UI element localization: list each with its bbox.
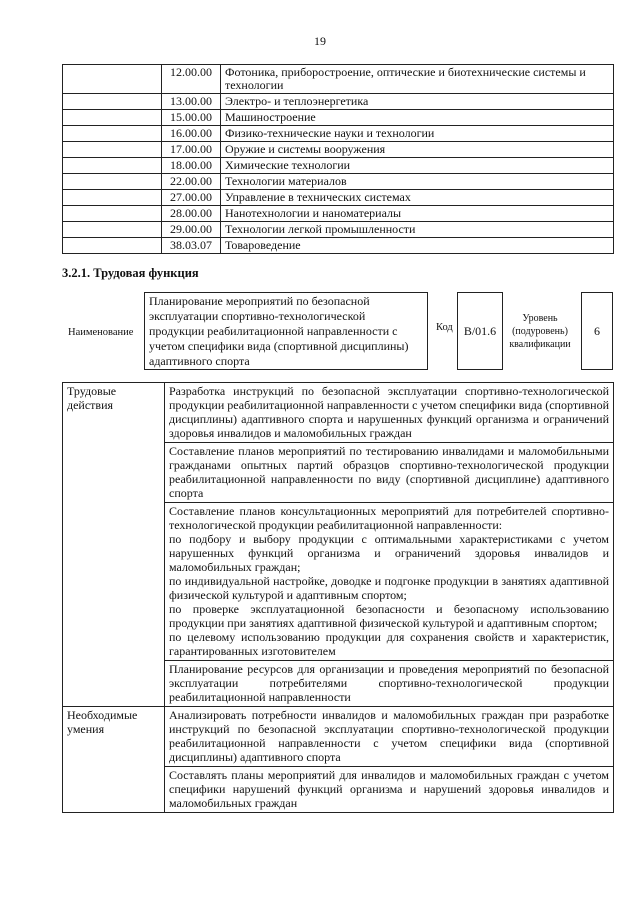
blank-cell <box>63 238 162 254</box>
blank-cell <box>63 110 162 126</box>
labor-action-item: Составление планов мероприятий по тестированию инвалидами и маломобильными гражданами опытных партий образцов спортивно-технологической продукции реабилитационной направленности по виду (спортивной дисциплине) адаптивного спорта <box>165 443 614 503</box>
codes-table-row <box>63 238 614 254</box>
codes-table-row <box>63 110 614 126</box>
skills-label: Необходимые умения <box>63 707 165 813</box>
codes-table-row <box>63 190 614 206</box>
specialty-name: Управление в технических системах <box>221 190 614 206</box>
level-label-line-3: квалификации <box>509 339 571 350</box>
skill-item: Составлять планы мероприятий для инвалидов и маломобильных граждан с учетом специфики нарушений функций организма и нарушений здоровья инвалидов и маломобильных граждан <box>165 767 614 813</box>
level-label-line-2: (подуровень) <box>512 326 568 337</box>
page-number: 19 <box>314 34 326 48</box>
specialty-name: Фотоника, приборостроение, оптические и биотехнические системы и технологии <box>221 65 614 94</box>
codes-table-row <box>63 65 614 94</box>
labor-action-item-consultations <box>165 503 614 661</box>
blank-cell <box>63 174 162 190</box>
blank-cell <box>63 126 162 142</box>
level-label <box>508 312 572 351</box>
blank-cell <box>63 142 162 158</box>
skill-item: Анализировать потребности инвалидов и маломобильных граждан при разработке инструкций по безопасной эксплуатации спортивно-технологической продукции реабилитационной направленности с учетом специфики вида (спортивной дисциплины) адаптивного спорта <box>165 707 614 767</box>
specialty-name: Оружие и системы вооружения <box>221 142 614 158</box>
codes-table-row <box>63 142 614 158</box>
blank-cell <box>63 190 162 206</box>
specialty-code: 22.00.00 <box>162 174 221 190</box>
codes-table-row <box>63 222 614 238</box>
labor-function-details-table <box>62 382 614 813</box>
blank-cell <box>63 222 162 238</box>
specialty-code: 18.00.00 <box>162 158 221 174</box>
labor-action-item: Разработка инструкций по безопасной эксплуатации спортивно-технологической продукции реабилитационной направленности с учетом специфики вида (спортивной дисциплины) адаптивного спорта и нарушенных функций организма и ограничений здоровья инвалидов и маломобильных граждан <box>165 383 614 443</box>
specialty-name: Химические технологии <box>221 158 614 174</box>
blank-cell <box>63 65 162 94</box>
codes-table-row <box>63 174 614 190</box>
skills-row-1 <box>63 707 614 767</box>
specialty-name: Машиностроение <box>221 110 614 126</box>
specialty-code: 12.00.00 <box>162 65 221 94</box>
specialty-code: 27.00.00 <box>162 190 221 206</box>
specialty-name: Электро- и теплоэнергетика <box>221 94 614 110</box>
specialty-code: 28.00.00 <box>162 206 221 222</box>
section-heading: 3.2.1. Трудовая функция <box>62 266 199 280</box>
labor-actions-row-1 <box>63 383 614 443</box>
consultation-point: по индивидуальной настройке, доводке и подгонке продукции в занятиях адаптивной физической культурой и адаптивным спортом; <box>169 574 609 602</box>
specialty-name: Товароведение <box>221 238 614 254</box>
consultation-point: по целевому использованию продукции для сохранения свойств и характеристик, гарантированных изготовителем <box>169 630 609 658</box>
blank-cell <box>63 158 162 174</box>
function-name-value: Планирование мероприятий по безопасной эксплуатации спортивно-технологической продукции реабилитационной направленности с учетом специфики вида (спортивной дисциплины) адаптивного спорта <box>149 294 409 368</box>
function-name-box <box>144 292 428 370</box>
labor-function-header <box>62 292 614 372</box>
codes-table-row <box>63 158 614 174</box>
specialty-code: 16.00.00 <box>162 126 221 142</box>
labor-action-item: Планирование ресурсов для организации и проведения мероприятий по безопасной эксплуатации потребителями спортивно-технологической продукции реабилитационной направленности <box>165 661 614 707</box>
blank-cell <box>63 94 162 110</box>
code-label: Код <box>436 322 453 333</box>
specialty-code: 29.00.00 <box>162 222 221 238</box>
consultation-intro: Составление планов консультационных мероприятий для потребителей спортивно-технологической продукции реабилитационной направленности: <box>169 504 609 532</box>
labor-actions-label: Трудовые действия <box>63 383 165 707</box>
codes-table-row <box>63 126 614 142</box>
code-box <box>457 292 503 370</box>
codes-table-row <box>63 94 614 110</box>
specialty-name: Физико-технические науки и технологии <box>221 126 614 142</box>
level-value: 6 <box>594 324 600 338</box>
specialty-code: 13.00.00 <box>162 94 221 110</box>
specialty-name: Нанотехнологии и наноматериалы <box>221 206 614 222</box>
specialty-name: Технологии легкой промышленности <box>221 222 614 238</box>
specialty-code: 15.00.00 <box>162 110 221 126</box>
codes-table-row <box>63 206 614 222</box>
name-label: Наименование <box>68 327 134 338</box>
consultation-point: по подбору и выбору продукции с оптимальными характеристиками с учетом нарушенных функций организма и ограничений здоровья инвалидов и маломобильных граждан; <box>169 532 609 574</box>
specialty-code: 38.03.07 <box>162 238 221 254</box>
consultation-point: по проверке эксплуатационной безопасности и безопасному использованию продукции при занятиях адаптивной физической культурой и адаптивным спортом; <box>169 602 609 630</box>
specialty-name: Технологии материалов <box>221 174 614 190</box>
blank-cell <box>63 206 162 222</box>
specialty-code: 17.00.00 <box>162 142 221 158</box>
code-value: B/01.6 <box>463 324 497 338</box>
level-box <box>581 292 613 370</box>
level-label-line-1: Уровень <box>522 313 558 324</box>
specialty-codes-table <box>62 64 614 254</box>
